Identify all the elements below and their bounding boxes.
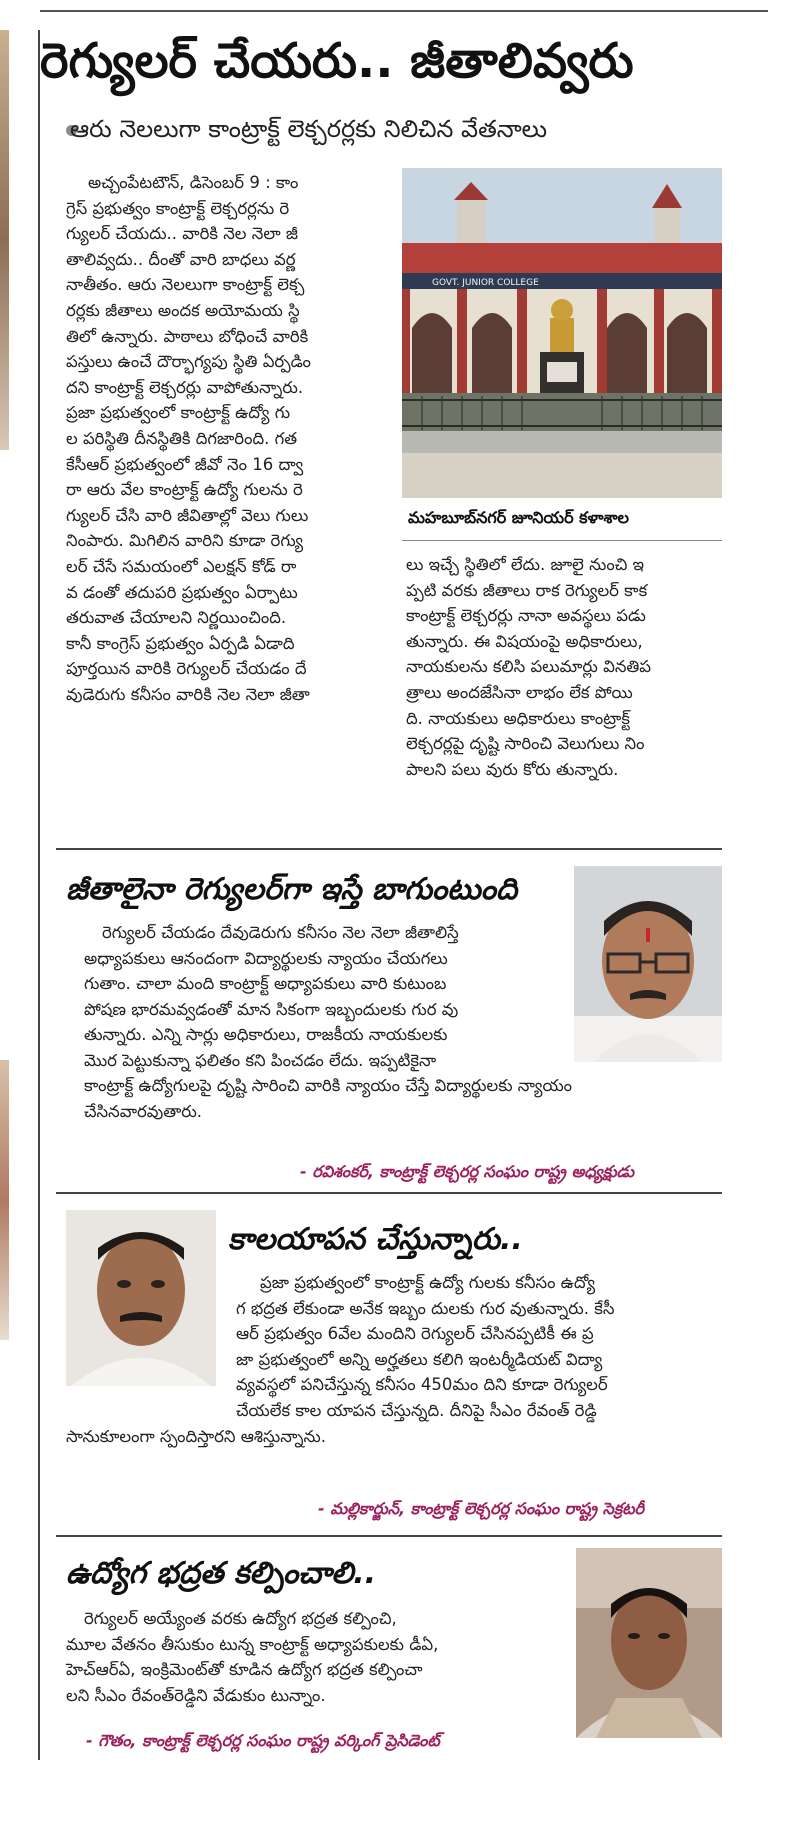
portrait-image	[576, 1548, 722, 1738]
section2-attribution: - మల్లికార్జున్, కాంట్రాక్ట్ లెక్చరర్ల సంఘం రాష్ట్ర సెక్రటరీ	[318, 1499, 645, 1518]
ravishankar-photo	[574, 866, 722, 1062]
section3-line: మూల వేతనం తీసుకుం టున్న కాంట్రాక్ట్ అధ్యాపకులకు డీఏ,	[66, 1634, 439, 1654]
section2-body	[236, 1270, 726, 1424]
article-line: పస్తులు ఉంచే దౌర్భాగ్యపు స్థితి ఏర్పడిం	[66, 352, 311, 372]
article-line: కాంట్రాక్ట్ లెక్చరర్లు నానా అవస్థలు పడు	[406, 606, 646, 626]
section3-line: లని సీఎం రేవంత్‌రెడ్డిని వేడుకుం టున్నాం.	[66, 1685, 326, 1705]
article-line: తున్నారు. ఈ విషయంపై అధికారులు,	[406, 631, 643, 651]
college-building-image	[402, 168, 722, 498]
article-line: తిలో ఉన్నారు. పాఠాలు బోధించే వారికి	[66, 326, 309, 346]
section2-heading: కాలయాపన చేస్తున్నారు..	[228, 1222, 523, 1257]
section2-line: చేయలేక కాల యాపన చేస్తున్నది. దీనిపై సీఎం రేవంత్ రెడ్డి	[236, 1400, 597, 1420]
section1-attribution: - రవిశంకర్, కాంట్రాక్ట్ లెక్చరర్ల సంఘం రాష్ట్ర అధ్యక్షుడు	[300, 1162, 635, 1181]
section1-body-wide	[84, 1073, 724, 1124]
article-line: తాలివ్వదు.. దీంతో వారి బాధలు వర్ణ	[66, 249, 296, 269]
article-line: రర్లకు జీతాలు అందక అయోమయ స్థి	[66, 300, 300, 320]
article-column-2	[406, 552, 722, 782]
college-photo	[402, 168, 722, 498]
article-line: రా ఆరు వేల కాంట్రాక్ట్ ఉద్యో గులను రె	[66, 480, 303, 500]
subheadline: ఆరు నెలలుగా కాంట్రాక్ట్ లెక్చరర్లకు నిలిచిన వేతనాలు	[70, 115, 548, 143]
section-rule	[56, 848, 722, 850]
article-line: నాతీతం. ఆరు నెలలుగా కాంట్రాక్ట్ లెక్చ	[66, 275, 305, 295]
section1-heading: జీతాలైనా రెగ్యులర్‌గా ఇస్తే బాగుంటుంది	[66, 872, 518, 907]
article-line: లు ఇచ్చే స్థితిలో లేదు. జూలై నుంచి ఇ	[406, 555, 644, 574]
adjacent-photo-fragment	[0, 1060, 9, 1340]
section2-line: వ్యవస్థలో పనిచేస్తున్న కనీసం 450మం దిని కూడా రెగ్యులర్	[236, 1375, 608, 1395]
section3-body	[66, 1606, 574, 1708]
gautam-photo	[576, 1548, 722, 1738]
section3-line: రెగ్యులర్ అయ్యేంత వరకు ఉద్యోగ భద్రత కల్పించి,	[84, 1609, 397, 1628]
section1-body	[84, 920, 570, 1074]
section3-attribution: - గౌతం, కాంట్రాక్ట్ లెక్చరర్ల సంఘం రాష్ట్ర వర్కింగ్ ప్రెసిడెంట్	[86, 1731, 440, 1750]
adjacent-photo-fragment	[0, 30, 9, 450]
section1-line: అధ్యాపకులు ఆనందంగా విద్యార్థులకు న్యాయం చేయగలు	[84, 948, 448, 968]
article-line: కానీ కాంగ్రెస్ ప్రభుత్వం ఏర్పడి ఏడాది	[66, 633, 295, 653]
section1-line: కాంట్రాక్ట్ ఉద్యోగులపై దృష్టి సారించి వారికి న్యాయం చేస్తే విద్యార్థులకు న్యాయం	[84, 1076, 573, 1095]
college-signboard: GOVT. JUNIOR COLLEGE	[432, 278, 539, 288]
article-line: వుడెరుగు కనీసం వారికి నెల నెలా జీతా	[66, 684, 310, 704]
article-line: కేసీఆర్ ప్రభుత్వంలో జీవో నెం 16 ద్వా	[66, 454, 304, 474]
section1-line: రెగ్యులర్ చేయడం దేవుడెరుగు కనీసం నెల నెలా జీతాలిస్తే	[102, 923, 459, 942]
article-line: గ్యులర్ చేయదు.. వారికి నెల నెలా జీ	[66, 224, 298, 244]
section3-line: హెచ్ఆర్ఏ, ఇంక్రిమెంట్‌తో కూడిన ఉద్యోగ భద్రత కల్పించా	[66, 1660, 423, 1680]
article-line: లెక్చరర్లపై దృష్టి సారించి వెలుగులు నిం	[406, 734, 645, 754]
mallikarjun-photo	[66, 1210, 216, 1386]
portrait-image	[574, 866, 722, 1062]
article-line: అచ్చంపేటటౌన్, డిసెంబర్ 9 : కాం	[88, 173, 299, 192]
section1-line: తున్నారు. ఎన్ని సార్లు అధికారులు, రాజకీయ నాయకులకు	[84, 1025, 448, 1045]
article-line: ది. నాయకులు అధికారులు కాంట్రాక్ట్	[406, 708, 631, 728]
article-line: పాలని పలు వురు కోరు తున్నారు.	[406, 759, 619, 779]
section3-heading: ఉద్యోగ భద్రత కల్పించాలి..	[66, 1556, 377, 1591]
section2-line: సానుకూలంగా స్పందిస్తారని ఆశిస్తున్నాను.	[66, 1427, 326, 1446]
column-rule	[38, 30, 40, 1760]
section1-line: మొర పెట్టుకున్నా ఫలితం కని పించడం లేదు. ఇప్పటికైనా	[84, 1050, 437, 1070]
article-line: దని కాంట్రాక్ట్ లెక్చరర్లు వాపోతున్నారు.	[66, 377, 304, 397]
article-line: త్రాలు అందజేసినా లాభం లేక పోయి	[406, 682, 633, 702]
article-line: గ్యులర్ చేసి వారి జీవితాల్లో వెలు గులు	[66, 505, 309, 525]
section1-line: చేసినవారవుతారు.	[84, 1101, 203, 1121]
article-column-1	[66, 170, 394, 707]
section-rule	[56, 1192, 722, 1194]
section1-line: గుతాం. చాలా మంది కాంట్రాక్ట్ అధ్యాపకులు వారి కుటుంబ	[84, 974, 447, 994]
section2-line: ఆర్ ప్రభుత్వం 6వేల మందిని రెగ్యులర్ చేసినప్పటికీ ఈ ప్ర	[236, 1324, 594, 1344]
article-line: లర్ చేసే సమయంలో ఎలక్షన్ కోడ్ రా	[66, 556, 297, 576]
section2-line: జా ప్రభుత్వంలో అన్ని అర్హతలు కలిగి ఇంటర్మీడియట్ విద్యా	[236, 1349, 603, 1369]
article-line: నింపారు. మిగిలిన వారిని కూడా రెగ్యు	[66, 531, 304, 551]
article-line: పూర్తయిన వారికి రెగ్యులర్ చేయడం దే	[66, 659, 307, 679]
section2-body-wide	[66, 1424, 716, 1450]
caption-rule	[402, 540, 722, 541]
portrait-image	[66, 1210, 216, 1386]
section1-line: పోషణ భారమవ్వడంతో మాన సికంగా ఇబ్బందులకు గుర వు	[84, 999, 459, 1019]
article-line: ల పరిస్థితి దీనస్థితికి దిగజారింది. గత	[66, 428, 298, 448]
article-line: ప్రజా ప్రభుత్వంలో కాంట్రాక్ట్ ఉద్యో గు	[66, 403, 291, 423]
top-rule	[40, 10, 768, 12]
section2-line: ప్రజా ప్రభుత్వంలో కాంట్రాక్ట్ ఉద్యో గులకు కనీసం ఉద్యో	[260, 1273, 596, 1292]
article-line: వ డంతో తదుపరి ప్రభుత్వం ఏర్పాటు	[66, 582, 298, 602]
section-rule	[56, 1535, 722, 1537]
adjacent-article-strip	[0, 0, 10, 1831]
photo-caption: మహబూబ్‌నగర్ జూనియర్ కళాశాల	[408, 508, 629, 527]
headline: రెగ్యులర్ చేయరు.. జీతాలివ్వరు	[40, 33, 634, 89]
article-line: ప్పటి వరకు జీతాలు రాక రెగ్యులర్ కాక	[406, 580, 648, 600]
section2-line: గ భద్రత లేకుండా అనేక ఇబ్బం దులకు గుర వుతున్నారు. కేసీ	[236, 1298, 615, 1318]
article-line: గ్రెస్ ప్రభుత్వం కాంట్రాక్ట్ లెక్చరర్లను రె	[66, 198, 290, 218]
article-line: తరువాత చేయాలని నిర్ణయించింది.	[66, 608, 287, 628]
article-line: నాయకులను కలిసి పలుమార్లు వినతిప	[406, 657, 652, 677]
